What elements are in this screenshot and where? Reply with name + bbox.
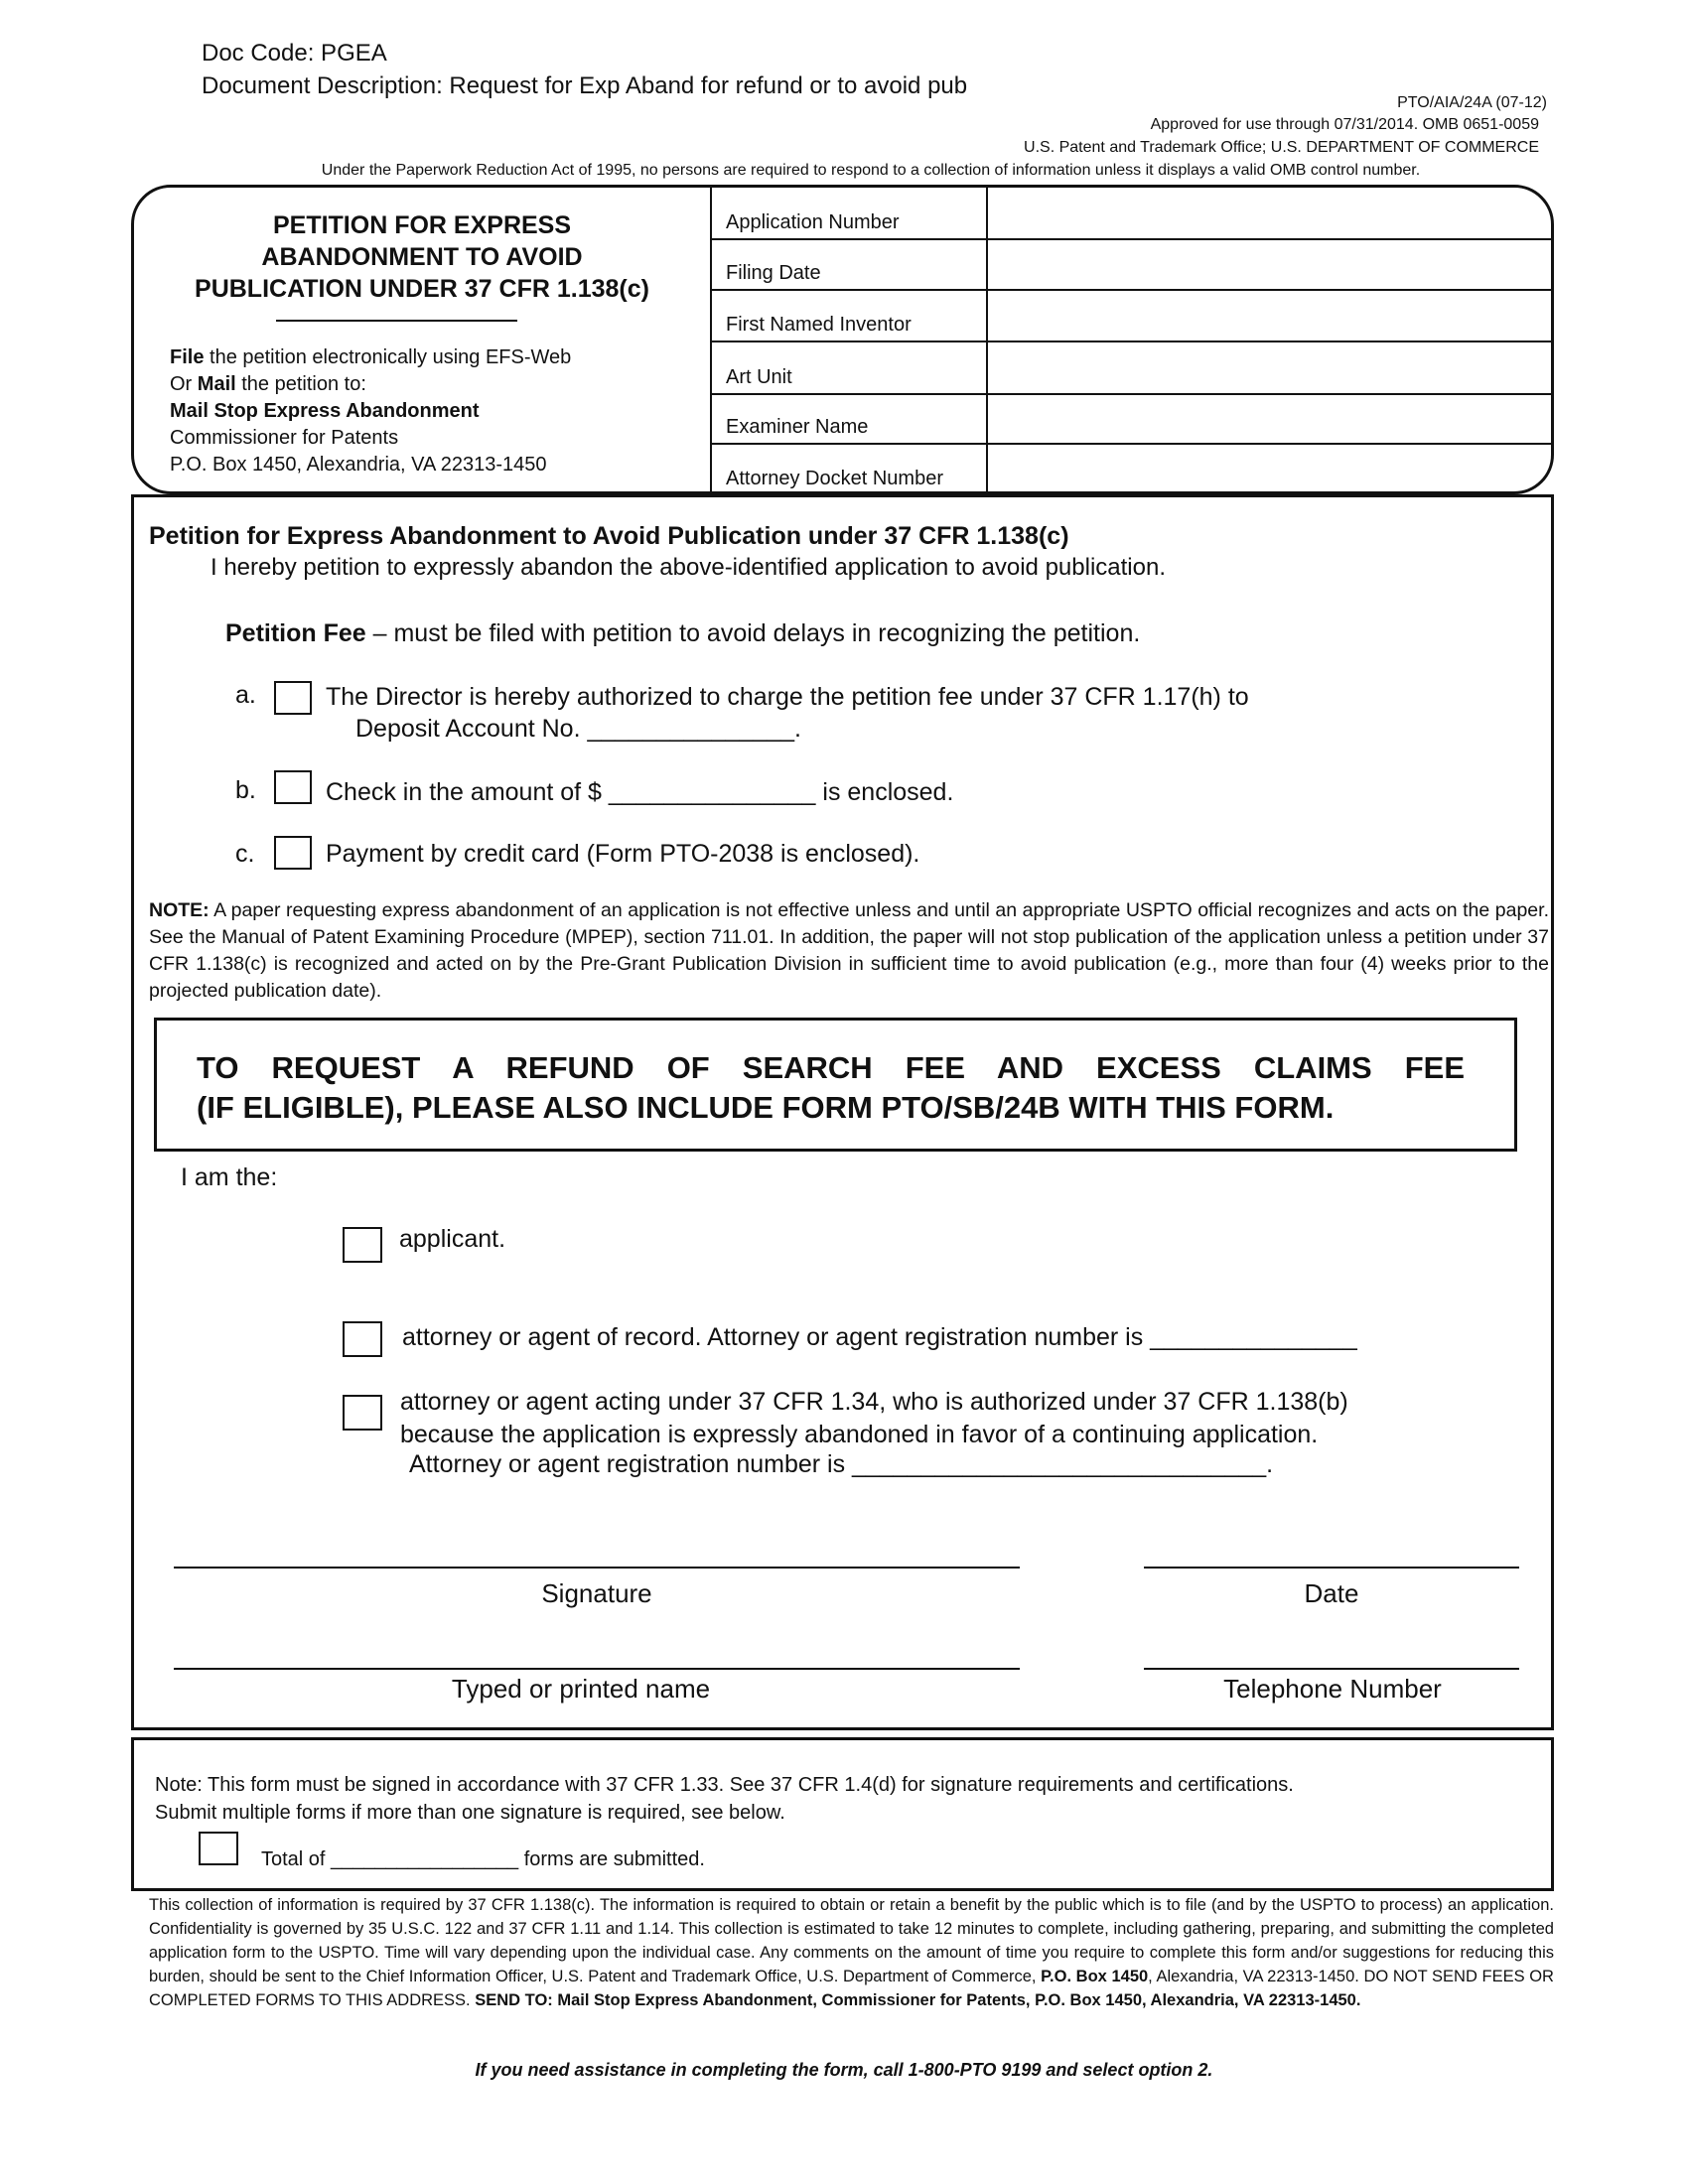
file-text: the petition electronically using EFS-Web <box>204 346 572 368</box>
telephone-line[interactable] <box>1144 1668 1519 1670</box>
attorney-acting-text-1: attorney or agent acting under 37 CFR 1.34, who is authorized under 37 CFR 1.138(b) <box>400 1388 1348 1416</box>
refund-notice-line1: TO REQUEST A REFUND OF SEARCH FEE AND EXCESS CLAIMS FEE <box>197 1050 1465 1085</box>
title-panel <box>134 188 710 491</box>
signature-note-line2: Submit multiple forms if more than one signature is required, see below. <box>155 1802 785 1824</box>
attorney-acting-text-3: Attorney or agent registration number is ______________________________. <box>409 1450 1274 1478</box>
option-b-text: Check in the amount of $ _______________ is enclosed. <box>326 778 954 806</box>
application-info-box <box>131 185 1554 494</box>
art-unit-input[interactable] <box>986 341 1551 393</box>
doc-code: Doc Code: PGEA <box>202 40 387 67</box>
field-label: Examiner Name <box>726 416 869 438</box>
option-c-checkbox[interactable] <box>274 836 312 870</box>
examiner-name-input[interactable] <box>986 393 1551 443</box>
date-label: Date <box>1304 1578 1359 1608</box>
field-label: First Named Inventor <box>726 314 912 336</box>
option-c-letter: c. <box>235 840 255 868</box>
signature-label: Signature <box>541 1578 652 1608</box>
application-number-input[interactable] <box>986 188 1551 238</box>
applicant-checkbox[interactable] <box>343 1227 382 1263</box>
form-title-line2: ABANDONMENT TO AVOID <box>261 243 583 271</box>
petition-fee-label: Petition Fee <box>225 619 366 647</box>
date-line[interactable] <box>1144 1567 1519 1569</box>
field-label: Application Number <box>726 211 900 233</box>
attorney-acting-checkbox[interactable] <box>343 1395 382 1431</box>
paperwork-notice: Under the Paperwork Reduction Act of 1995, no persons are required to respond to a collection of information unless it displays a valid OMB control number. <box>321 162 1421 179</box>
field-application-number <box>712 188 1551 240</box>
burden-text-b: , Alexandria, VA 22313-1450. DO NOT SEND FEES OR COMPLETED FORMS TO THIS ADDRESS. <box>149 1968 1554 2009</box>
mail-label: Mail <box>197 373 236 395</box>
option-a-letter: a. <box>235 681 256 709</box>
form-title-line3: PUBLICATION UNDER 37 CFR 1.138(c) <box>195 275 649 303</box>
burden-po-box: P.O. Box 1450 <box>1041 1968 1149 1985</box>
assistance-text: If you need assistance in completing the form, call 1-800-PTO 9199 and select option 2. <box>475 2060 1213 2080</box>
filing-date-input[interactable] <box>986 238 1551 289</box>
petition-fee-line <box>225 619 1140 648</box>
applicant-text: applicant. <box>399 1225 506 1253</box>
attorney-acting-text-2: because the application is expressly abandoned in favor of a continuing application. <box>400 1421 1319 1448</box>
commissioner: Commissioner for Patents <box>170 427 399 449</box>
form-number: PTO/AIA/24A (07-12) <box>1397 94 1547 111</box>
burden-statement <box>149 1893 1554 2012</box>
or-text: Or <box>170 373 198 395</box>
refund-notice-line2: (IF ELIGIBLE), PLEASE ALSO INCLUDE FORM PTO/SB/24B WITH THIS FORM. <box>197 1090 1335 1125</box>
file-label: File <box>170 346 205 368</box>
approval-text: Approved for use through 07/31/2014. OMB 0651-0059 <box>1150 116 1539 133</box>
field-attorney-docket-number <box>712 443 1551 494</box>
mailing-address: P.O. Box 1450, Alexandria, VA 22313-1450 <box>170 454 547 476</box>
signature-line[interactable] <box>174 1567 1020 1569</box>
note-text: A paper requesting express abandonment of an application is not effective unless and until an appropriate USPTO official recognizes and acts on the paper. See the Manual of Patent Examining Procedure (MPEP), section 711.01. In addition, the paper will not stop publication of the application unless a petition under 37 CFR 1.138(c) is recognized and acted on by the Pre-Grant Publication Division in sufficient time to avoid publication (e.g., more than four (4) weeks prior to the projected publication date). <box>149 899 1549 1002</box>
application-fields <box>710 188 1551 491</box>
field-label: Art Unit <box>726 366 792 388</box>
total-forms-text: Total of _________________ forms are submitted. <box>261 1848 705 1870</box>
burden-send-to: SEND TO: Mail Stop Express Abandonment, Commissioner for Patents, P.O. Box 1450, Alexandria, VA 22313-1450. <box>475 1991 1361 2009</box>
abandonment-note <box>149 897 1549 1005</box>
note-label: NOTE: <box>149 899 210 921</box>
field-label: Attorney Docket Number <box>726 468 943 489</box>
field-examiner-name <box>712 393 1551 445</box>
attorney-docket-number-input[interactable] <box>986 443 1551 494</box>
attorney-of-record-text: attorney or agent of record. Attorney or agent registration number is _______________ <box>402 1323 1357 1351</box>
printed-name-line[interactable] <box>174 1668 1020 1670</box>
form-title <box>154 209 690 305</box>
identity-label: I am the: <box>181 1163 278 1191</box>
agency-text: U.S. Patent and Trademark Office; U.S. DEPARTMENT OF COMMERCE <box>1024 139 1539 156</box>
telephone-label: Telephone Number <box>1223 1674 1442 1704</box>
refund-notice-box <box>154 1018 1517 1152</box>
mail-text: the petition to: <box>235 373 366 395</box>
option-c-text: Payment by credit card (Form PTO-2038 is enclosed). <box>326 840 920 868</box>
mailing-instructions <box>170 344 571 478</box>
option-b-checkbox[interactable] <box>274 770 312 804</box>
attorney-of-record-checkbox[interactable] <box>343 1321 382 1357</box>
title-rule <box>276 320 517 322</box>
mail-stop: Mail Stop Express Abandonment <box>170 400 480 422</box>
total-forms-checkbox[interactable] <box>199 1832 238 1865</box>
signature-note-line1: Note: This form must be signed in accordance with 37 CFR 1.33. See 37 CFR 1.4(d) for signature requirements and certifications. <box>155 1774 1294 1796</box>
field-label: Filing Date <box>726 262 821 284</box>
petition-heading: Petition for Express Abandonment to Avoid Publication under 37 CFR 1.138(c) <box>149 522 1069 550</box>
burden-text-a: This collection of information is required by 37 CFR 1.138(c). The information is required to obtain or retain a benefit by the public which is to file (and by the USPTO to process) an application. Confidentiality is governed by 35 U.S.C. 122 and 37 CFR 1.11 and 1.14. This collection is estimated to take 12 minutes to complete, including gathering, preparing, and submitting the completed application form to the USPTO. Time will vary depending upon the individual case. Any comments on the amount of time you require to complete this form and/or suggestions for reducing this burden, should be sent to the Chief Information Officer, U.S. Patent and Trademark Office, U.S. Department of Commerce, <box>149 1896 1554 1985</box>
field-filing-date <box>712 238 1551 291</box>
option-a-text: The Director is hereby authorized to charge the petition fee under 37 CFR 1.17(h) to <box>326 683 1249 711</box>
field-art-unit <box>712 341 1551 395</box>
petition-fee-text: – must be filed with petition to avoid delays in recognizing the petition. <box>365 619 1141 647</box>
option-a-checkbox[interactable] <box>274 681 312 715</box>
printed-name-label: Typed or printed name <box>451 1674 711 1704</box>
option-b-letter: b. <box>235 776 256 804</box>
option-a-deposit-account: Deposit Account No. _______________. <box>355 715 801 743</box>
doc-description: Document Description: Request for Exp Aband for refund or to avoid pub <box>202 72 968 99</box>
form-title-line1: PETITION FOR EXPRESS <box>272 211 572 239</box>
field-first-named-inventor <box>712 289 1551 342</box>
petition-statement: I hereby petition to expressly abandon the above-identified application to avoid publication. <box>211 554 1166 581</box>
first-named-inventor-input[interactable] <box>986 289 1551 341</box>
